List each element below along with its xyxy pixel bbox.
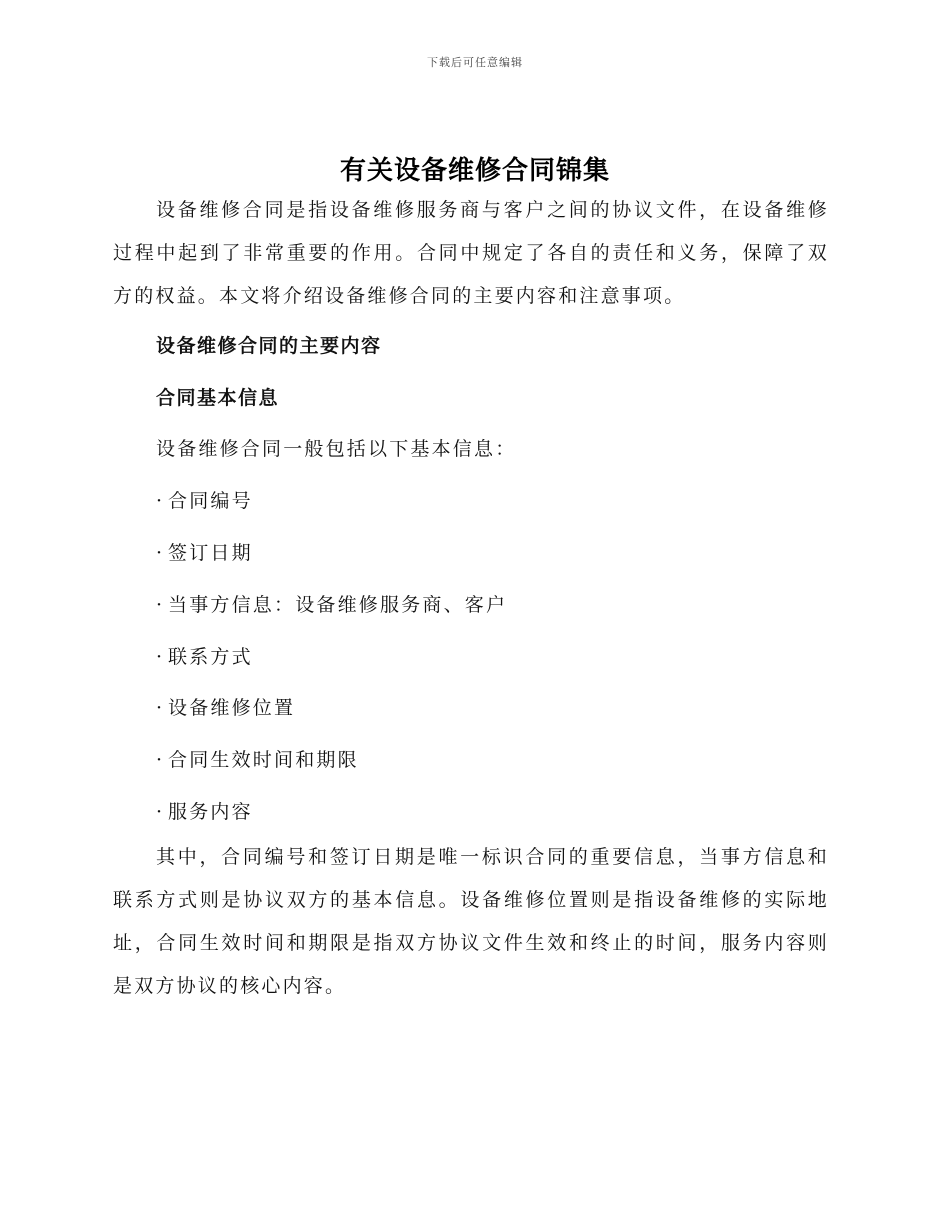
list-item (156, 745, 359, 775)
list-item-text: 当事方信息：设备维修服务商、客户 (168, 594, 508, 616)
list-item (156, 590, 507, 620)
header-note: 下载后可任意编辑 (427, 56, 523, 69)
list-item-text: 签订日期 (168, 542, 253, 564)
bullet-dot: · (156, 490, 165, 512)
bullet-dot: · (156, 749, 165, 771)
list-item-text: 设备维修位置 (168, 697, 296, 719)
bullet-dot: · (156, 594, 165, 616)
section-heading: 设备维修合同的主要内容 (156, 335, 382, 357)
list-item (156, 797, 253, 827)
list-item (156, 693, 295, 723)
closing-paragraph: 其中，合同编号和签订日期是唯一标识合同的重要信息，当事方信息和联系方式则是协议双方的基本信息。设备维修位置则是指设备维修的实际地址，合同生效时间和期限是指双方协议文件生效和终止的时间，服务内容则是双方协议的核心内容。 (113, 846, 829, 997)
list-item (156, 538, 253, 568)
list-item-text: 联系方式 (168, 646, 253, 668)
document-title: 有关设备维修合同锦集 (339, 156, 610, 186)
subsection-heading: 合同基本信息 (156, 387, 280, 409)
bullet-dot: · (156, 697, 165, 719)
bullet-dot: · (156, 646, 165, 668)
list-intro: 设备维修合同一般包括以下基本信息： (156, 438, 517, 460)
bullet-dot: · (156, 542, 165, 564)
list-item-text: 合同编号 (168, 490, 253, 512)
list-item-text: 合同生效时间和期限 (168, 749, 359, 771)
intro-paragraph: 设备维修合同是指设备维修服务商与客户之间的协议文件，在设备维修过程中起到了非常重要的作用。合同中规定了各自的责任和义务，保障了双方的权益。本文将介绍设备维修合同的主要内容和注意事项。 (113, 199, 829, 307)
bullet-dot: · (156, 801, 165, 823)
list-item (156, 486, 253, 516)
list-item (156, 642, 253, 672)
list-item-text: 服务内容 (168, 801, 253, 823)
